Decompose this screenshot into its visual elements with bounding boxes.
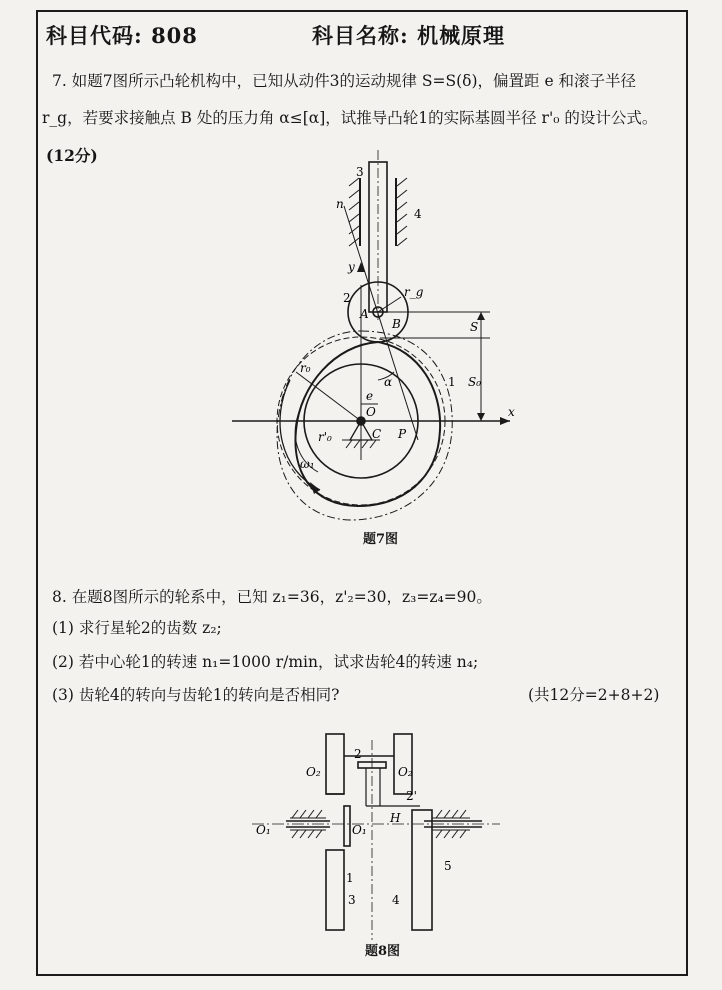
subject-name: 科目名称: 机械原理 bbox=[312, 23, 506, 48]
label-P: P bbox=[398, 427, 407, 441]
q7-line-1: 7. 如题7图所示凸轮机构中，已知从动件3的运动规律 S=S(δ)，偏置距 e 和滚子半径 bbox=[52, 72, 637, 90]
label-C: C bbox=[372, 427, 382, 441]
q8-line-2: (1) 求行星轮2的齿数 z₂; bbox=[52, 619, 222, 637]
label-O: O bbox=[366, 405, 376, 419]
label-A: A bbox=[360, 307, 369, 321]
label-normal-n: n bbox=[336, 197, 344, 211]
q7-score: (12分) bbox=[46, 146, 98, 165]
label-O2-right: O₂ bbox=[398, 765, 413, 779]
label-gear-2-prime: 2' bbox=[406, 789, 417, 803]
label-roller: 2 bbox=[343, 291, 351, 305]
normal-line bbox=[344, 206, 418, 440]
figure-8-caption: 题8图 bbox=[365, 944, 401, 959]
q7-line-2: r_g，若要求接触点 B 处的压力角 α≤[α]，试推导凸轮1的实际基圆半径 r'₀ 的设计公式。 bbox=[42, 109, 658, 127]
figure-8-gear-train bbox=[0, 700, 722, 960]
q8-line-1: 8. 在题8图所示的轮系中，已知 z₁=36，z'₂=30，z₃=z₄=90。 bbox=[52, 588, 492, 606]
label-gear-2: 2 bbox=[354, 747, 362, 761]
q8-line-4: (3) 齿轮4的转向与齿轮1的转向是否相同? bbox=[52, 686, 340, 704]
label-cam: 1 bbox=[448, 375, 456, 389]
label-gear-3: 3 bbox=[348, 893, 356, 907]
figure-7-caption: 题7图 bbox=[363, 532, 399, 547]
label-alpha: α bbox=[384, 375, 393, 389]
cam-profile bbox=[277, 331, 452, 520]
label-r0: r₀ bbox=[300, 361, 311, 375]
label-O2-left: O₂ bbox=[306, 765, 321, 779]
label-H: H bbox=[390, 811, 401, 825]
label-x-axis: x bbox=[508, 405, 515, 419]
q8-score: (共12分=2+8+2) bbox=[528, 686, 660, 704]
q8-line-3: (2) 若中心轮1的转速 n₁=1000 r/min，试求齿轮4的转速 n₄; bbox=[52, 653, 479, 671]
label-r0-prime: r'₀ bbox=[318, 430, 332, 444]
label-follower: 3 bbox=[356, 165, 364, 179]
label-S: S bbox=[470, 320, 479, 334]
label-omega: ω₁ bbox=[300, 457, 315, 471]
label-gear-5: 5 bbox=[444, 859, 452, 873]
label-gear-4: 4 bbox=[392, 893, 400, 907]
label-rg: r_g bbox=[404, 285, 424, 299]
label-gear-1: 1 bbox=[346, 871, 354, 885]
label-O1-center: O₁ bbox=[352, 823, 367, 837]
label-y-axis: y bbox=[348, 260, 355, 274]
label-O1-left: O₁ bbox=[256, 823, 271, 837]
label-S0: S₀ bbox=[468, 375, 482, 389]
subject-code: 科目代码: 808 bbox=[46, 23, 198, 48]
label-B: B bbox=[392, 317, 401, 331]
label-guide: 4 bbox=[414, 207, 422, 221]
label-e: e bbox=[366, 389, 374, 403]
